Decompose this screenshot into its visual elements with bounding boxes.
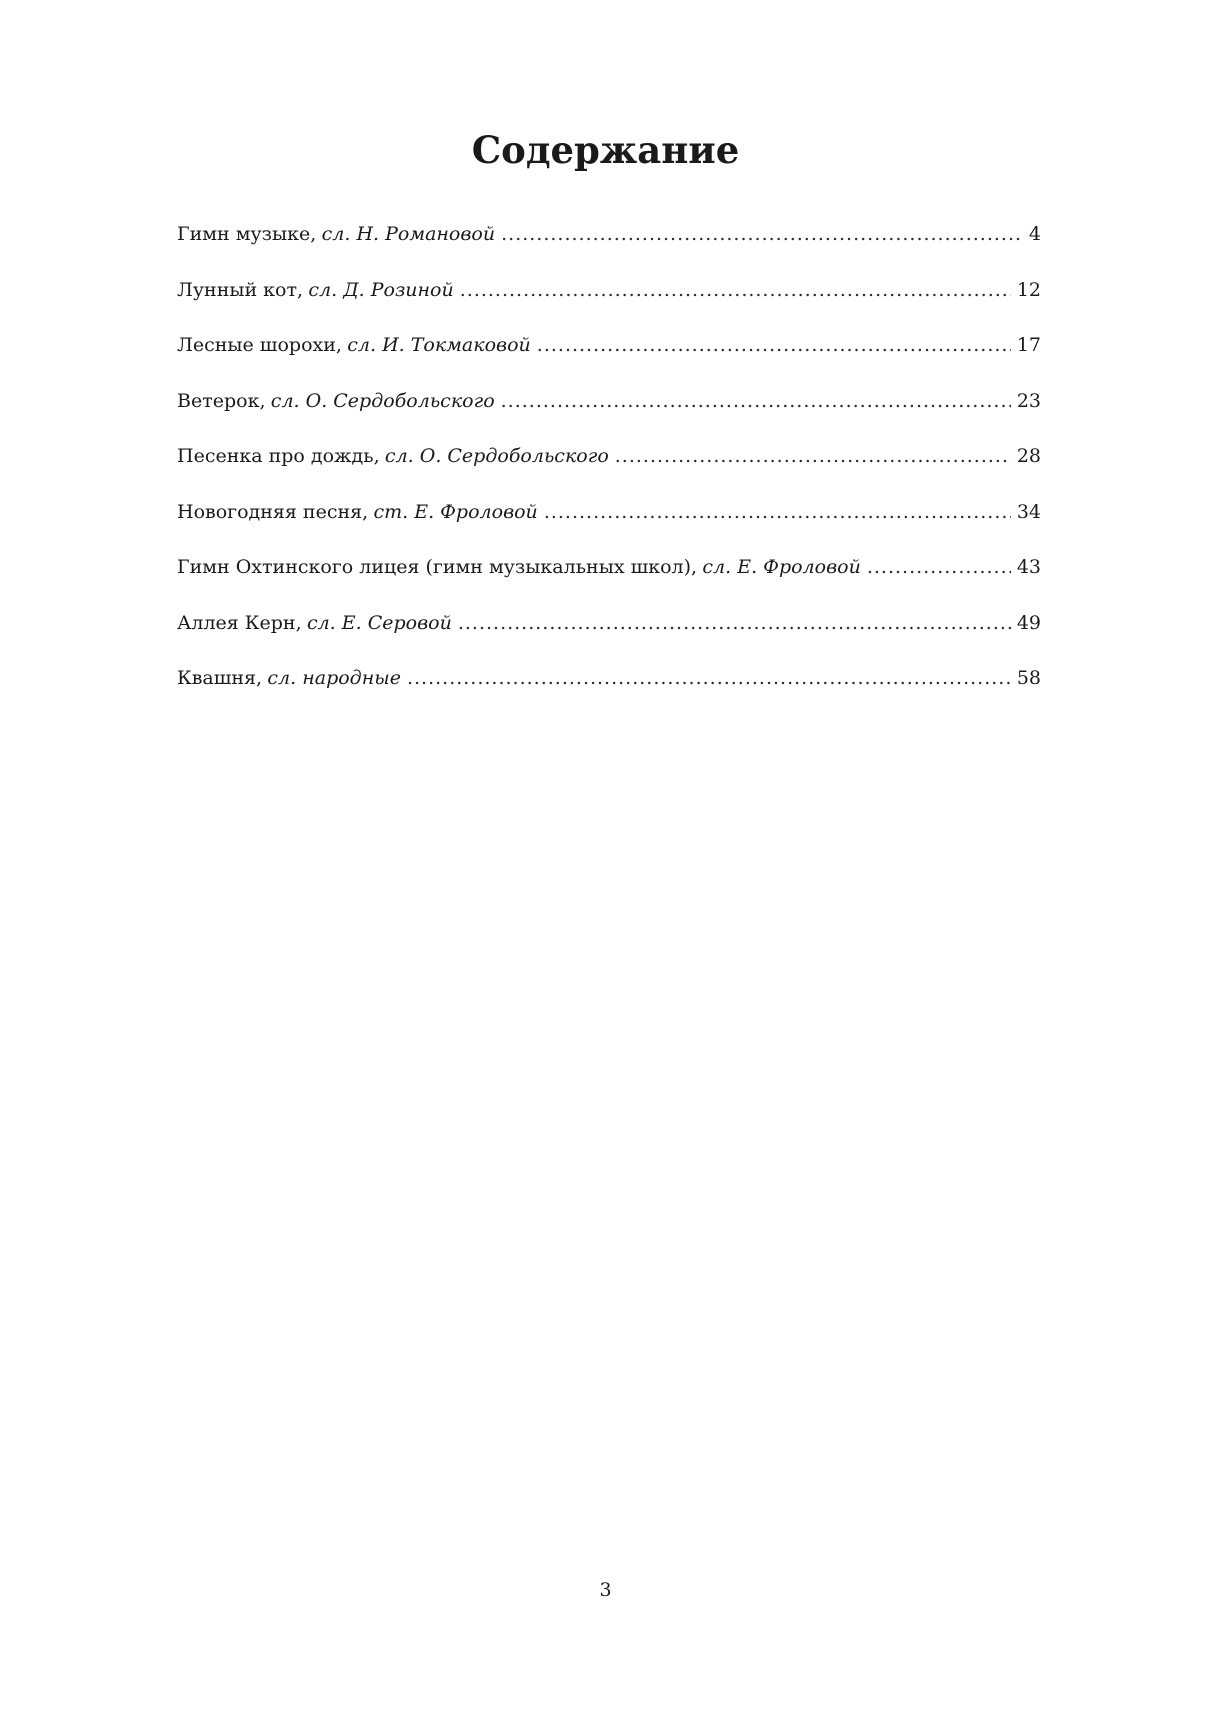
table-of-contents [177, 220, 1041, 720]
dot-leader [407, 664, 1011, 692]
dot-leader [501, 220, 1023, 248]
entry-title: Ветерок, [177, 389, 266, 412]
entry-page-number: 12 [1016, 278, 1041, 301]
entry-title: Новогодняя песня, [177, 500, 369, 523]
toc-entry [177, 387, 1041, 443]
dot-leader [501, 387, 1011, 415]
entry-title: Гимн музыке, [177, 223, 317, 245]
entry-page-number: 43 [1016, 556, 1041, 578]
dot-leader [615, 442, 1011, 470]
entry-page-number: 23 [1016, 389, 1041, 412]
entry-title: Квашня, [177, 667, 263, 689]
toc-entry [177, 276, 1041, 332]
entry-author: сл. Д. Розиной [308, 278, 454, 301]
entry-title: Аллея Керн, [177, 611, 302, 634]
entry-author: сл. Е. Фроловой [702, 556, 861, 578]
entry-page-number: 4 [1028, 223, 1041, 245]
toc-entry [177, 553, 1041, 609]
entry-page-number: 28 [1016, 445, 1041, 467]
toc-entry [177, 331, 1041, 387]
dot-leader [867, 553, 1011, 581]
entry-author: сл. И. Токмаковой [347, 334, 531, 356]
dot-leader [460, 276, 1011, 304]
entry-author: сл. О. Сердобольского [384, 445, 609, 467]
entry-author: сл. народные [267, 667, 401, 689]
entry-page-number: 17 [1016, 334, 1041, 356]
entry-author: сл. Н. Романовой [321, 223, 496, 245]
entry-page-number: 49 [1016, 611, 1041, 634]
entry-title: Песенка про дождь, [177, 445, 380, 467]
toc-entry [177, 609, 1041, 665]
toc-entry [177, 498, 1041, 554]
entry-author: ст. Е. Фроловой [373, 500, 538, 523]
page-title: Содержание [471, 128, 740, 172]
dot-leader [458, 609, 1011, 637]
entry-title: Лунный кот, [177, 278, 304, 301]
toc-entry [177, 664, 1041, 720]
entry-title: Гимн Охтинского лицея (гимн музыкальных школ), [177, 556, 698, 578]
entry-author: сл. О. Сердобольского [270, 389, 495, 412]
entry-page-number: 58 [1016, 667, 1041, 689]
entry-title: Лесные шорохи, [177, 334, 342, 356]
dot-leader [544, 498, 1011, 526]
entry-page-number: 34 [1016, 500, 1041, 523]
toc-entry [177, 442, 1041, 498]
toc-entry [177, 220, 1041, 276]
dot-leader [537, 331, 1011, 359]
entry-author: сл. Е. Серовой [306, 611, 452, 634]
page-number: 3 [599, 1579, 612, 1601]
